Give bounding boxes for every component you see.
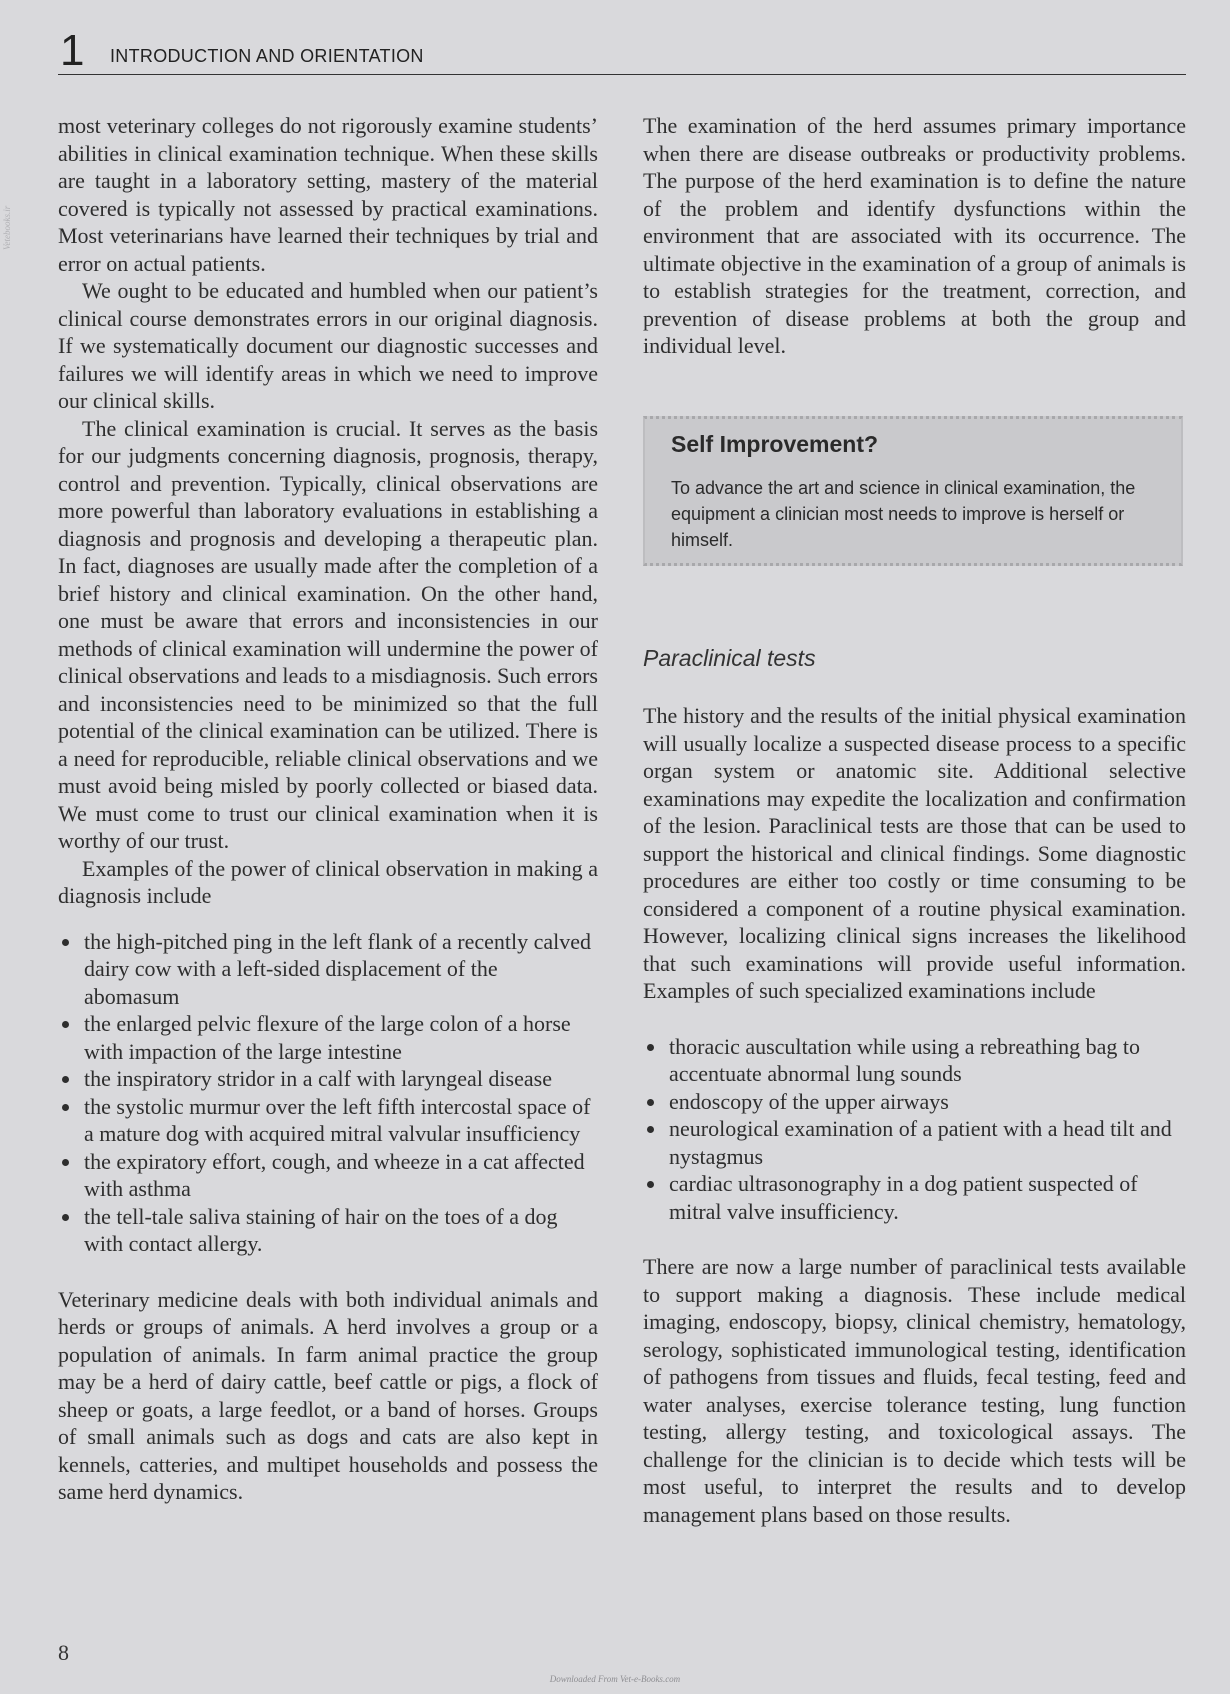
- download-note: Downloaded From Vet-e-Books.com: [549, 1674, 681, 1684]
- list-item: endoscopy of the upper airways: [643, 1088, 1186, 1116]
- list-item: neurological examination of a patient with a head tilt and nystagmus: [643, 1115, 1186, 1170]
- paragraph: The examination of the herd assumes primary importance when there are disease outbreaks or productivity problems. The purpose of the herd examination is to define the nature of the problem and identify dysfunctions within the environment that are associated with its occurrence. The ultimate objective in the examination of a group of animals is to establish strategies for the treatment, correction, and prevention of disease problems at both the group and individual level.: [643, 113, 1186, 358]
- box-text: To advance the art and science in clinical examination, the equipment a clinician most needs to improve is herself or himself.: [671, 478, 1136, 550]
- chapter-title: INTRODUCTION AND ORIENTATION: [110, 46, 424, 66]
- list-item: the systolic murmur over the left fifth intercostal space of a mature dog with acquired mitral valvular insufficiency: [58, 1093, 598, 1148]
- paragraph: There are now a large number of paraclinical tests available to support making a diagnosis. These include medical imaging, endoscopy, biopsy, clinical chemistry, hematology, serology, sophisticated immunological testing, identification of pathogens from tissues and fluids, fecal testing, feed and water analyses, exercise tolerance testing, lung function testing, allergy testing, and toxicological assays. The challenge for the clinician is to decide which tests will be most useful, to interpret the results and to develop management plans based on those results.: [643, 1254, 1186, 1527]
- paragraph: The history and the results of the initial physical examination will usually localize a suspected disease process to a specific organ system or anatomic site. Additional selective examinations may expedite the localization and confirmation of the lesion. Paraclinical tests are those that can be used to support the historical and clinical findings. Some diagnostic procedures are either too costly or time consuming to be considered a component of a routine physical examination. However, localizing clinical signs increases the likelihood that such examinations will provide useful information. Examples of such specialized examinations include: [643, 703, 1186, 1003]
- list-item: the high-pitched ping in the left flank of a recently calved dairy cow with a left-sided displacement of the abomasum: [58, 928, 598, 1011]
- right-column: [643, 112, 1186, 1528]
- chapter-number: 1: [60, 26, 85, 75]
- list-item: the tell-tale saliva staining of hair on the toes of a dog with contact allergy.: [58, 1203, 598, 1258]
- chapter-header: [58, 26, 1186, 75]
- paragraph: Examples of the power of clinical observation in making a diagnosis include: [58, 855, 598, 908]
- section-heading: Paraclinical tests: [643, 644, 816, 671]
- list-item: the enlarged pelvic flexure of the large colon of a horse with impaction of the large intestine: [58, 1010, 598, 1065]
- box-title: Self Improvement?: [671, 431, 879, 457]
- paragraph: We ought to be educated and humbled when our patient’s clinical course demonstrates errors in our original diagnosis. If we systematically document our diagnostic successes and failures we will identify areas in which we need to improve our clinical skills.: [58, 278, 598, 413]
- paragraph: Veterinary medicine deals with both individual animals and herds or groups of animals. A herd involves a group or a population of animals. In farm animal practice the group may be a herd of dairy cattle, beef cattle or pigs, a flock of sheep or goats, a large feedlot, or a band of horses. Groups of small animals such as dogs and cats are also kept in kennels, catteries, and multipet households and possess the same herd dynamics.: [58, 1286, 598, 1504]
- bullet-list: [643, 1033, 1186, 1226]
- list-item: thoracic auscultation while using a rebreathing bag to accentuate abnormal lung sounds: [643, 1033, 1186, 1088]
- paragraph: most veterinary colleges do not rigorously examine students’ abilities in clinical examination technique. When these skills are taught in a laboratory setting, mastery of the material covered is typically not assessed by practical examinations. Most veterinarians have learned their techniques by trial and error on actual patients.: [58, 113, 598, 276]
- paragraph: The clinical examination is crucial. It serves as the basis for our judgments concerning diagnosis, prognosis, therapy, control and prevention. Typically, clinical observations are more powerful than laboratory evaluations in establishing a diagnosis and prognosis and developing a therapeutic plan. In fact, diagnoses are usually made after the completion of a brief history and clinical examination. On the other hand, one must be aware that errors and inconsistencies in our methods of clinical examination will undermine the power of clinical observations and leads to a misdiagnosis. Such errors and inconsistencies need to be minimized so that the full potential of the clinical examination can be utilized. There is a need for reproducible, reliable clinical observations and we must avoid being misled by poorly collected or biased data. We must come to trust our clinical examination when it is worthy of our trust.: [58, 415, 598, 853]
- left-column: [58, 112, 598, 1506]
- list-item: the inspiratory stridor in a calf with laryngeal disease: [58, 1065, 598, 1093]
- list-item: cardiac ultrasonography in a dog patient suspected of mitral valve insufficiency.: [643, 1170, 1186, 1225]
- page-number: 8: [58, 1640, 69, 1665]
- side-watermark: Vetebooks.ir: [2, 205, 12, 250]
- list-item: the expiratory effort, cough, and wheeze in a cat affected with asthma: [58, 1148, 598, 1203]
- self-improvement-box: [643, 416, 1183, 566]
- bullet-list: [58, 928, 598, 1258]
